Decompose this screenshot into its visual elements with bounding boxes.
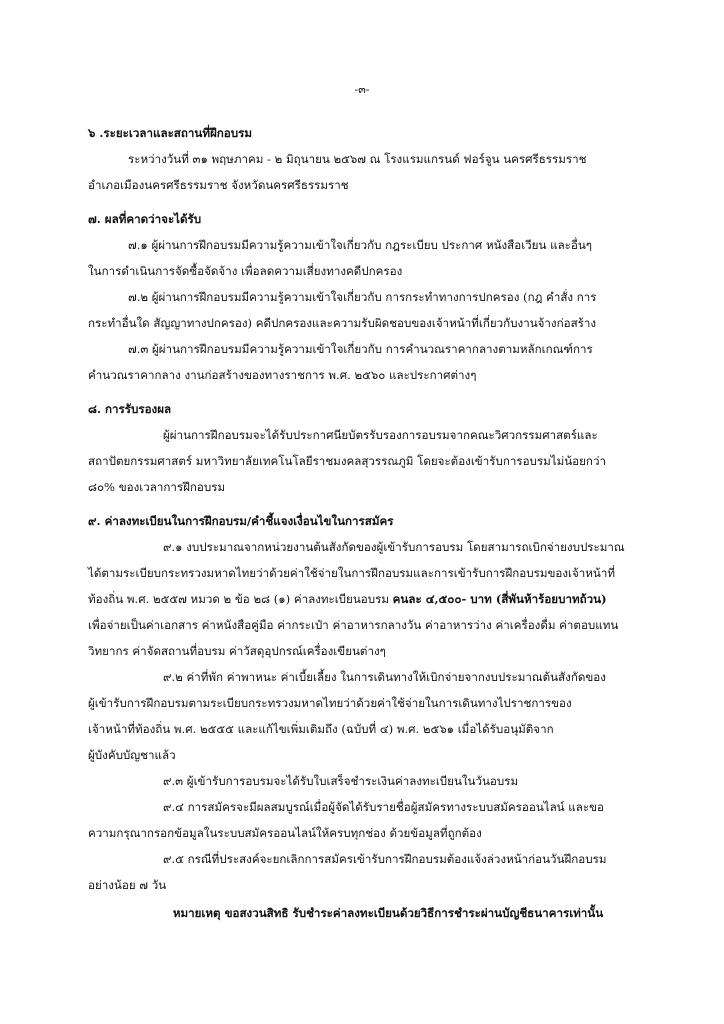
section-7-1-line: ในการดำเนินการจัดซื้อจัดจ้าง เพื่อลดความเสี่ยงทางคดีปกครอง [88, 264, 403, 278]
page-number: -๓- [354, 83, 370, 96]
section-7-3-line: ๗.๓ ผู้ผ่านการฝึกอบรมมีความรู้ความเข้าใจเกี่ยวกับ การคำนวณราคากลางตามหลักเกณฑ์การ [128, 342, 593, 356]
section-9-5-line: อย่างน้อย ๗ วัน [88, 878, 167, 892]
section-9-1-line: เพื่อจ่ายเป็นค่าเอกสาร ค่าหนังสือคู่มือ ค่ากระเป๋า ค่าอาหารกลางวัน ค่าอาหารว่าง ค่าเครื่องดื่ม ค่าตอบแทน [88, 618, 619, 632]
section-6-line: ระหว่างวันที่ ๓๑ พฤษภาคม - ๒ มิถุนายน ๒๕๖๗ ณ โรงแรมแกรนด์ ฟอร์จูน นครศรีธรรมราช [128, 152, 587, 166]
section-9-5-line: ๙.๕ กรณีที่ประสงค์จะยกเลิกการสมัครเข้ารับการฝึกอบรมต้องแจ้งล่วงหน้าก่อนวันฝึกอบรม [163, 852, 607, 866]
section-9-1-line: ๙.๑ งบประมาณจากหน่วยงานต้นสังกัดของผู้เข้ารับการอบรม โดยสามารถเบิกจ่ายงบประมาณ [163, 540, 625, 554]
registration-text: ท้องถิ่น พ.ศ. ๒๕๕๗ หมวด ๒ ข้อ ๒๘ (๑) ค่าลงทะเบียนอบรม [88, 592, 393, 606]
section-9-1-line: ได้ตามระเบียบกระทรวงมหาดไทยว่าด้วยค่าใช้จ่ายในการฝึกอบรมและการเข้ารับการฝึกอบรมของเจ้าหน้าที่ [88, 566, 616, 580]
remark-note: หมายเหตุ ขอสงวนสิทธิ รับชำระค่าลงทะเบียนด้วยวิธีการชำระผ่านบัญชีธนาคารเท่านั้น [172, 906, 604, 920]
section-8-line: ๘๐% ของเวลาการฝึกอบรม [88, 480, 226, 494]
section-9-2-line: ผู้บังคับบัญชาแล้ว [88, 748, 176, 762]
section-9-heading: ๙. ค่าลงทะเบียนในการฝึกอบรม/คำชี้แจงเงื่อนไขในการสมัคร [88, 514, 394, 528]
section-9-4-line: ๙.๔ การสมัครจะมีผลสมบูรณ์เมื่อผู้จัดได้รับรายชื่อผู้สมัครทางระบบสมัครออนไลน์ และขอ [163, 800, 604, 814]
section-9-1-line [88, 586, 648, 612]
section-7-2-line: กระทำอื่นใด สัญญาทางปกครอง) คดีปกครองและความรับผิดชอบของเจ้าหน้าที่เกี่ยวกับงานจ้างก่อสร้าง [88, 316, 597, 330]
section-6-heading: ๖ .ระยะเวลาและสถานที่ฝึกอบรม [88, 126, 252, 140]
section-9-2-line: ๙.๒ ค่าที่พัก ค่าพาหนะ ค่าเบี้ยเลี้ยง ในการเดินทางให้เบิกจ่ายจากงบประมาณต้นสังกัดของ [163, 670, 606, 684]
section-6-line: อำเภอเมืองนครศรีธรรมราช จังหวัดนครศรีธรรมราช [88, 178, 349, 192]
document-body [88, 120, 648, 926]
section-7-1-line: ๗.๑ ผู้ผ่านการฝึกอบรมมีความรู้ความเข้าใจเกี่ยวกับ กฎระเบียบ ประกาศ หนังสือเวียน และอื่นๆ [128, 238, 593, 252]
section-9-1-line: วิทยากร ค่าจัดสถานที่อบรม ค่าวัสดุอุปกรณ์เครื่องเขียนต่างๆ [88, 644, 386, 658]
section-9-3-line: ๙.๓ ผู้เข้ารับการอบรมจะได้รับใบเสร็จชำระเงินค่าลงทะเบียนในวันอบรม [163, 774, 519, 788]
section-8-line: สถาปัตยกรรมศาสตร์ มหาวิทยาลัยเทคโนโลยีราชมงคลสุวรรณภูมิ โดยจะต้องเข้ารับการอบรมไม่น้อยกว่า [88, 454, 606, 468]
section-8-heading: ๘. การรับรองผล [88, 402, 172, 416]
section-7-2-line: ๗.๒ ผู้ผ่านการฝึกอบรมมีความรู้ความเข้าใจเกี่ยวกับ การกระทำทางการปกครอง (กฎ คำสั่ง การ [128, 290, 597, 304]
section-7-3-line: คำนวณราคากลาง งานก่อสร้างของทางราชการ พ.ศ. ๒๕๖๐ และประกาศต่างๆ [88, 368, 477, 382]
registration-fee: คนละ ๔,๕๐๐- บาท (สี่พันห้าร้อยบาทถ้วน) [392, 592, 607, 606]
section-9-2-line: เจ้าหน้าที่ท้องถิ่น พ.ศ. ๒๕๕๕ และแก้ไขเพิ่มเติมถึง (ฉบับที่ ๔) พ.ศ. ๒๕๖๑ เมื่อได้รับอนุมัติจาก [88, 722, 554, 736]
section-9-2-line: ผู้เข้ารับการฝึกอบรมตามระเบียบกระทรวงมหาดไทยว่าด้วยค่าใช้จ่ายในการเดินทางไปราชการของ [88, 696, 572, 710]
section-8-line: ผู้ผ่านการฝึกอบรมจะได้รับประกาศนียบัตรรับรองการอบรมจากคณะวิศวกรรมศาสตร์และ [163, 428, 598, 442]
section-9-4-line: ความกรุณากรอกข้อมูลในระบบสมัครออนไลน์ให้ครบทุกช่อง ด้วยข้อมูลที่ถูกต้อง [88, 826, 482, 840]
section-7-heading: ๗. ผลที่คาดว่าจะได้รับ [88, 212, 202, 226]
